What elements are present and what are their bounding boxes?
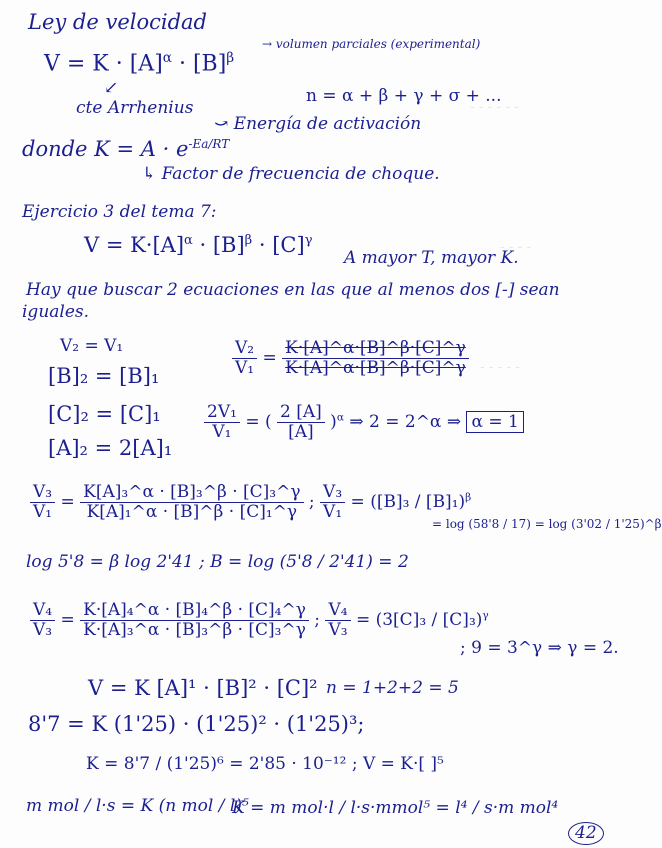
ratio-v2-v1: $\frac{\text{V₂}}{\text{V₁}}$ = $\frac{K\cdot[A]\^{}\alpha\cdot[B]\^{}\beta\cdot[C]\^{}\gamma}{K\cdot[A]\^{}\alpha\cdot[B]\^{}\beta\cdot[C]\^{}\gamma}$ bbox=[232, 340, 469, 377]
condition-a2-2a1: [A]₂ = 2[A]₁ bbox=[48, 436, 173, 460]
alpha-exponent: α bbox=[162, 50, 172, 66]
v3-denominator-2: V₃ bbox=[328, 620, 348, 640]
two-a-numerator: 2 [A] bbox=[277, 404, 325, 423]
exponent-ea-rt: -Ea/RT bbox=[188, 137, 230, 151]
rate-law-mid: · [B] bbox=[171, 51, 227, 77]
arrhenius-left: donde K = A · e bbox=[22, 137, 189, 161]
page-number: 42 bbox=[568, 822, 604, 845]
v1-denominator: V₁ bbox=[33, 502, 53, 522]
two-v1-numerator: 2V₁ bbox=[204, 404, 240, 423]
beta-exponent: β bbox=[226, 50, 235, 66]
arrow-down-icon: ↙ bbox=[104, 78, 119, 98]
bleed-through-text: - - - - - - bbox=[470, 100, 519, 115]
condition-v2-v1: V₂ = V₁ bbox=[60, 336, 124, 356]
units-equation-2: K = m mol·l / l·s·mmol⁵ = l⁴ / s·m mol⁴ bbox=[232, 798, 559, 818]
instruction-line-1: Hay que buscar 2 ecuaciones en las que al menos dos [-] sean bbox=[26, 280, 560, 300]
ratio-v2-numerator: V₂ bbox=[232, 340, 257, 359]
ratio-v1-denominator: V₁ bbox=[235, 358, 255, 378]
note-mayor-t-mayor-k: A mayor T, mayor K. bbox=[344, 248, 519, 268]
gamma-derivation: $\frac{\text{V₄}}{\text{V₃}}$ = $\frac{\text{K·[A]₄\textasciicircum{}α · [B]₄\textasciicircum{}β · [C]₄\textasciicircum{}γ}}{\text{K·[A]₃\textasciicircum{}α · [B]₃\textasciicircum{}β · [C]₃\textasciicircum{}γ}}$ ; $\frac{\text{V₄}}{\text{V₃}}$ = (3[C]₃ / [C]₃)$^\gamma$ bbox=[30, 602, 489, 639]
rate-law bbox=[44, 52, 234, 75]
note-energy-activation: ⤻ Energía de activación bbox=[214, 114, 422, 134]
condition-b2-b1: [B]₂ = [B]₁ bbox=[48, 364, 160, 388]
v1-denominator: V₁ bbox=[212, 422, 232, 442]
rate-law-left: V = K · [A] bbox=[44, 51, 163, 77]
crossed-denominator: K·[A]^α·[B]^β·[C]^γ bbox=[285, 358, 466, 378]
k-a3-numerator: K[A]₃^α · [B]₃^β · [C]₃^γ bbox=[80, 484, 303, 503]
v4-numerator-2: V₄ bbox=[325, 602, 350, 621]
k-value-line: K = 8'7 / (1'25)⁶ = 2'85 · 10⁻¹² ; V = K·[ ]⁵ bbox=[86, 754, 444, 774]
note-cte-arrhenius: cte Arrhenius bbox=[76, 98, 194, 118]
v3-numerator-2: V₃ bbox=[320, 484, 345, 503]
c-ratio: 3[C]₃ / [C]₃ bbox=[382, 610, 476, 630]
condition-c2-c1: [C]₂ = [C]₁ bbox=[48, 402, 161, 426]
note-volumen-parciales: → volumen parciales (experimental) bbox=[262, 37, 481, 51]
b3-over-b1: [B]₃ / [B]₁ bbox=[376, 492, 459, 512]
alpha-result-box: α = 1 bbox=[466, 411, 523, 433]
note-frequency-factor: ↳ Factor de frecuencia de choque. bbox=[142, 164, 440, 184]
bleed-through-text: - - - - - bbox=[480, 360, 520, 375]
alpha-derivation: $\frac{\text{2V₁}}{\text{V₁}}$ = ( $\frac{2 [A]}{[A]}$ )$^\alpha$ ⇒ 2 = 2^α ⇒ α = 1 bbox=[204, 404, 524, 441]
k-a4-numerator: K·[A]₄^α · [B]₄^β · [C]₄^γ bbox=[80, 602, 309, 621]
beta-log-values: = log (58'8 / 17) = log (3'02 / 1'25)^β bbox=[432, 517, 662, 531]
final-rate-law: V = K [A]¹ · [B]² · [C]² bbox=[88, 676, 318, 700]
v4-numerator: V₄ bbox=[30, 602, 55, 621]
heading-ley-de-velocidad: Ley de velocidad bbox=[28, 10, 207, 34]
arrhenius-equation bbox=[22, 138, 229, 160]
crossed-numerator: K·[A]^α·[B]^β·[C]^γ bbox=[282, 340, 469, 359]
units-equation-1: m mol / l·s = K (n mol / l)⁵ bbox=[26, 796, 249, 816]
v3-numerator: V₃ bbox=[30, 484, 55, 503]
k-a3-denominator: K·[A]₃^α · [B]₃^β · [C]₃^γ bbox=[83, 620, 306, 640]
gamma-result: ; 9 = 3^γ ⇒ γ = 2. bbox=[460, 638, 619, 658]
energy-activation-label: Energía de activación bbox=[233, 114, 422, 134]
rate-law-three-species: $V = K\cdot[A]^\alpha \cdot [B]^\beta \cdot [C]^\gamma$ bbox=[84, 233, 313, 257]
beta-log-equation: log 5'8 = β log 2'41 ; B = log (5'8 / 2'41) = 2 bbox=[26, 552, 409, 572]
a-denominator: [A] bbox=[288, 422, 314, 442]
bleed-through-text: - - - - bbox=[500, 240, 532, 255]
k-a1-denominator: K[A]₁^α · [B]^β · [C]₁^γ bbox=[86, 502, 298, 522]
numeric-substitution: 8'7 = K (1'25) · (1'25)² · (1'25)³; bbox=[28, 712, 365, 736]
v3-denominator: V₃ bbox=[33, 620, 53, 640]
beta-derivation: $\frac{\text{V₃}}{\text{V₁}}$ = $\frac{\text{K[A]₃\textasciicircum{}α · [B]₃\textasciicircum{}β · [C]₃\textasciicircum{}γ}}{\text{K[A]₁\textasciicircum{}α · [B]\textasciicircum{}β · [C]₁\textasciicircum{}γ}}$ ; $\frac{\text{V₃}}{\text{V₁}}$ = ([B]₃ / [B]₁)$^\beta$ bbox=[30, 484, 471, 521]
alpha-implication: ⇒ 2 = 2^α ⇒ bbox=[349, 412, 462, 432]
instruction-line-2: iguales. bbox=[22, 302, 90, 322]
reaction-order-sum: n = α + β + γ + σ + ... bbox=[306, 86, 502, 106]
v1-denominator-2: V₁ bbox=[323, 502, 343, 522]
overall-order: n = 1+2+2 = 5 bbox=[326, 678, 459, 698]
exercise-heading: Ejercicio 3 del tema 7: bbox=[22, 202, 217, 222]
